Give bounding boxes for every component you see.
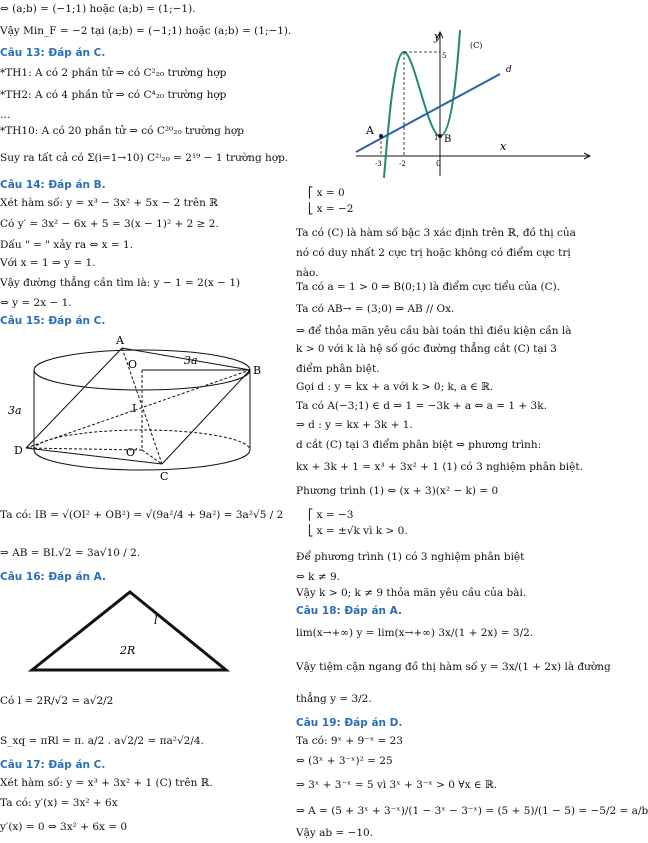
text-line: ⎣ x = ±√k vì k > 0. — [308, 525, 408, 537]
text-line: điểm phân biệt. — [296, 363, 380, 375]
point-A-label: A — [366, 124, 374, 137]
tick-5: 5 — [442, 52, 447, 60]
axis-x-label: x — [500, 140, 507, 153]
tick-minus-2: -2 — [399, 160, 406, 168]
point-B-label: B — [444, 134, 452, 145]
heading-cau-16: Câu 16: Đáp án A. — [0, 571, 106, 583]
text-line: ⇒ 3ˣ + 3⁻ˣ = 5 vì 3ˣ + 3⁻ˣ > 0 ∀x ∈ ℝ. — [296, 779, 498, 791]
point-O-prime: O′ — [126, 446, 138, 459]
curve-label-C: (C) — [470, 41, 483, 50]
tick-minus-3: -3 — [375, 160, 382, 168]
text-line: *TH2: A có 4 phần tử ⇒ có C⁴₂₀ trường hợp — [0, 89, 227, 101]
text-line: Vậy k > 0; k ≠ 9 thỏa mãn yêu cầu của bài. — [296, 587, 527, 599]
triangle-figure — [30, 586, 230, 678]
text-line: … — [0, 109, 11, 121]
text-line: Ta có: IB = √(OI² + OB²) = √(9a²/4 + 9a²) = 3a²√5 / 2 — [0, 509, 284, 521]
text-line: S_xq = πRl = π. a/2 . a√2/2 = πa²√2/4. — [0, 735, 204, 747]
text-line: nó có duy nhất 2 cực trị hoặc không có điểm cực trị — [296, 247, 571, 259]
text-line: ⇒ AB = BI.√2 = 3a√10 / 2. — [0, 547, 141, 559]
label-2R: 2R — [120, 644, 136, 657]
text-line: ⇔ (a;b) = (−1;1) hoặc (a;b) = (1;−1). — [0, 3, 196, 15]
point-O: O — [128, 358, 138, 371]
function-graph — [356, 28, 596, 178]
text-line: ⎡ x = 0 — [308, 187, 345, 199]
text-line: *TH1: A có 2 phần tử ⇒ có C²₂₀ trường hợp — [0, 67, 227, 79]
text-line: Ta có AB→ = (3;0) ⇒ AB // Ox. — [296, 303, 455, 315]
text-line: Vậy ab = −10. — [296, 827, 374, 839]
point-D: D — [14, 444, 23, 457]
tick-1: 1 — [434, 134, 439, 142]
point-B: B — [253, 364, 262, 377]
text-line: Vậy Min_F = −2 tại (a;b) = (−1;1) hoặc (a;b) = (1;−1). — [0, 25, 292, 37]
text-line: kx + 3k + 1 = x³ + 3x² + 1 (1) có 3 nghiệm phân biệt. — [296, 461, 583, 473]
text-line: Ta có (C) là hàm số bậc 3 xác định trên ℝ, đồ thị của — [296, 227, 576, 239]
label-3a-top: 3a — [184, 354, 198, 367]
text-line: Phương trình (1) ⇔ (x + 3)(x² − k) = 0 — [296, 485, 499, 497]
text-line: lim(x→+∞) y = lim(x→+∞) 3x/(1 + 2x) = 3/2. — [296, 627, 534, 639]
text-line: y′(x) = 0 ⇔ 3x² + 6x = 0 — [0, 821, 128, 833]
heading-cau-18: Câu 18: Đáp án A. — [296, 605, 402, 617]
text-line: Gọi d : y = kx + a với k > 0; k, a ∈ ℝ. — [296, 381, 494, 393]
text-line: Ta có a = 1 > 0 ⇒ B(0;1) là điểm cực tiểu của (C). — [296, 281, 561, 293]
text-line: ⇒ A = (5 + 3ˣ + 3⁻ˣ)/(1 − 3ˣ − 3⁻ˣ) = (5 + 5)/(1 − 5) = −5/2 = a/b — [296, 805, 648, 817]
text-line: Xét hàm số: y = x³ − 3x² + 5x − 2 trên ℝ — [0, 197, 218, 209]
text-line: Với x = 1 ⇒ y = 1. — [0, 257, 96, 269]
point-A: A — [116, 334, 124, 347]
heading-cau-19: Câu 19: Đáp án D. — [296, 717, 403, 729]
text-line: *TH10: A có 20 phần tử ⇒ có C²⁰₂₀ trường hợp — [0, 125, 244, 137]
heading-cau-14: Câu 14: Đáp án B. — [0, 179, 106, 191]
text-line: Xét hàm số: y = x³ + 3x² + 1 (C) trên ℝ. — [0, 777, 213, 789]
text-line: ⇒ d : y = kx + 3k + 1. — [296, 419, 413, 431]
text-line: Có y′ = 3x² − 6x + 5 = 3(x − 1)² + 2 ≥ 2. — [0, 218, 219, 230]
text-line: ⎣ x = −2 — [308, 203, 354, 215]
label-l: l — [154, 614, 158, 627]
point-I: I — [132, 402, 137, 415]
label-3a-side: 3a — [8, 404, 22, 417]
text-line: Ta có A(−3;1) ∈ d ⇒ 1 = −3k + a ⇔ a = 1 + 3k. — [296, 400, 547, 412]
text-line: Dấu " = " xảy ra ⇔ x = 1. — [0, 239, 134, 251]
text-line: Vậy tiệm cận ngang đồ thị hàm số y = 3x/(1 + 2x) là đường — [296, 661, 611, 673]
text-line: nào. — [296, 267, 319, 279]
text-line: Ta có: 9ˣ + 9⁻ˣ = 23 — [296, 735, 403, 747]
text-line: thẳng y = 3/2. — [296, 693, 372, 705]
text-line: ⇔ (3ˣ + 3⁻ˣ)² = 25 — [296, 755, 393, 767]
text-line: Ta có: y′(x) = 3x² + 6x — [0, 797, 118, 809]
origin-label: 0 — [436, 159, 442, 168]
heading-cau-13: Câu 13: Đáp án C. — [0, 47, 106, 59]
text-line: Có l = 2R/√2 = a√2/2 — [0, 695, 114, 707]
text-line: ⇔ y = 2x − 1. — [0, 297, 72, 309]
text-line: ⇔ k ≠ 9. — [296, 571, 340, 583]
text-line: Vậy đường thẳng cần tìm là: y − 1 = 2(x − 1) — [0, 277, 241, 289]
text-line: Suy ra tất cả có Σ(i=1→10) C²ⁱ₂₀ = 2¹⁹ − 1 trường hợp. — [0, 152, 289, 164]
text-line: ⎡ x = −3 — [308, 509, 354, 521]
point-C: C — [160, 470, 169, 483]
cylinder-figure — [8, 332, 290, 492]
heading-cau-15: Câu 15: Đáp án C. — [0, 315, 106, 327]
text-line: k > 0 với k là hệ số góc đường thẳng cắt (C) tại 3 — [296, 343, 557, 355]
text-line: ⇒ để thỏa mãn yêu cầu bài toán thì điều kiện cần là — [296, 325, 572, 337]
text-line: d cắt (C) tại 3 điểm phân biệt ⇔ phương trình: — [296, 439, 542, 451]
line-label-d: d — [506, 65, 512, 75]
axis-y-label: y — [434, 30, 441, 43]
text-line: Để phương trình (1) có 3 nghiệm phân biệt — [296, 551, 525, 563]
heading-cau-17: Câu 17: Đáp án C. — [0, 759, 106, 771]
